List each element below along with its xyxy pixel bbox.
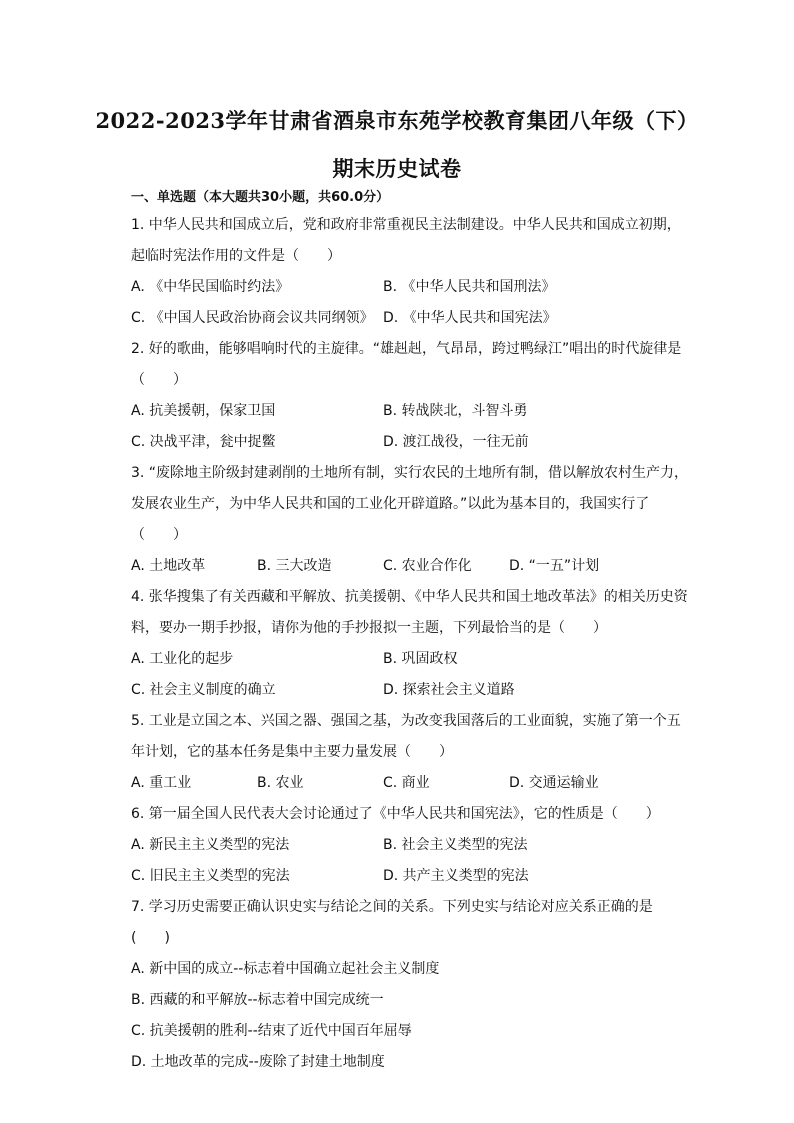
question-list	[131, 210, 691, 1078]
option-c[interactable]: C. 商业	[383, 775, 430, 791]
option-a[interactable]: A. 重工业	[131, 775, 192, 791]
option-a[interactable]: A. 新民主主义类型的宪法	[131, 837, 290, 853]
option-d[interactable]: D. 探索社会主义道路	[383, 682, 515, 698]
option-b[interactable]: B. 社会主义类型的宪法	[383, 837, 528, 853]
option-c[interactable]: C. 社会主义制度的确立	[131, 682, 276, 698]
question-stem: 6. 第一届全国人民代表大会讨论通过了《中华人民共和国宪法》，它的性质是（ ）	[131, 806, 660, 822]
options	[131, 830, 691, 892]
option-c[interactable]: C. 《中国人民政治协商会议共同纲领》	[131, 310, 374, 326]
option-b[interactable]: B. 西藏的和平解放--标志着中国完成统一	[131, 992, 384, 1008]
question-6	[131, 799, 691, 892]
option-a[interactable]: A. 抗美援朝，保家卫国	[131, 403, 276, 419]
options	[131, 768, 691, 799]
option-a[interactable]: A. 工业化的起步	[131, 651, 234, 667]
option-b[interactable]: B. 巩固政权	[383, 651, 458, 667]
options	[131, 644, 691, 706]
option-b[interactable]: B. 三大改造	[257, 558, 332, 574]
section-heading: 一、单选题（本大题共30小题，共60.0分）	[131, 190, 390, 205]
option-d[interactable]: D. “一五”计划	[509, 558, 600, 574]
question-4	[131, 582, 691, 706]
options	[131, 551, 691, 582]
question-3	[131, 458, 691, 582]
option-c[interactable]: C. 决战平津，瓮中捉鳖	[131, 434, 276, 450]
option-d[interactable]: D. 土地改革的完成--废除了封建土地制度	[131, 1054, 385, 1070]
options	[131, 954, 691, 1078]
question-stem: 4. 张华搜集了有关西藏和平解放、抗美援朝、《中华人民共和国土地改革法》的相关历史资料，要办一期手抄报，请你为他的手抄报拟一主题，下列最恰当的是（ ）	[131, 589, 688, 636]
options	[131, 272, 691, 334]
question-stem: 5. 工业是立国之本、兴国之器、强国之基，为改变我国落后的工业面貌，实施了第一个五年计划，它的基本任务是集中主要力量发展（ ）	[131, 713, 681, 760]
question-5	[131, 706, 691, 799]
option-c[interactable]: C. 抗美援朝的胜利--结束了近代中国百年屈辱	[131, 1023, 412, 1039]
option-a[interactable]: A. 土地改革	[131, 558, 206, 574]
question-stem: 2. 好的歌曲，能够唱响时代的主旋律。“雄赳赳，气昂昂，跨过鸭绿江”唱出的时代旋律是（ ）	[131, 341, 682, 388]
question-1	[131, 210, 691, 334]
option-c[interactable]: C. 旧民主主义类型的宪法	[131, 868, 290, 884]
option-a[interactable]: A. 《中华民国临时约法》	[131, 279, 290, 295]
option-b[interactable]: B. 农业	[257, 775, 304, 791]
exam-title: 2022-2023学年甘肃省酒泉市东苑学校教育集团八年级（下）期末历史试卷	[95, 108, 699, 181]
option-d[interactable]: D. 交通运输业	[509, 775, 599, 791]
question-stem: 1. 中华人民共和国成立后，党和政府非常重视民主法制建设。中华人民共和国成立初期，起临时宪法作用的文件是（ ）	[131, 217, 681, 264]
option-c[interactable]: C. 农业合作化	[383, 558, 472, 574]
options	[131, 396, 691, 458]
question-7	[131, 892, 691, 1078]
question-2	[131, 334, 691, 458]
option-b[interactable]: B. 《中华人民共和国刑法》	[383, 279, 556, 295]
option-d[interactable]: D. 《中华人民共和国宪法》	[383, 310, 557, 326]
option-a[interactable]: A. 新中国的成立--标志着中国确立起社会主义制度	[131, 961, 440, 977]
option-b[interactable]: B. 转战陕北，斗智斗勇	[383, 403, 528, 419]
option-d[interactable]: D. 渡江战役，一往无前	[383, 434, 529, 450]
question-stem: 7. 学习历史需要正确认识史实与结论之间的关系。下列史实与结论对应关系正确的是( )	[131, 899, 653, 946]
option-d[interactable]: D. 共产主义类型的宪法	[383, 868, 529, 884]
question-stem: 3. “废除地主阶级封建剥削的土地所有制，实行农民的土地所有制，借以解放农村生产力，发展农业生产，为中华人民共和国的工业化开辟道路。”以此为基本目的，我国实行了（ ）	[131, 465, 689, 543]
